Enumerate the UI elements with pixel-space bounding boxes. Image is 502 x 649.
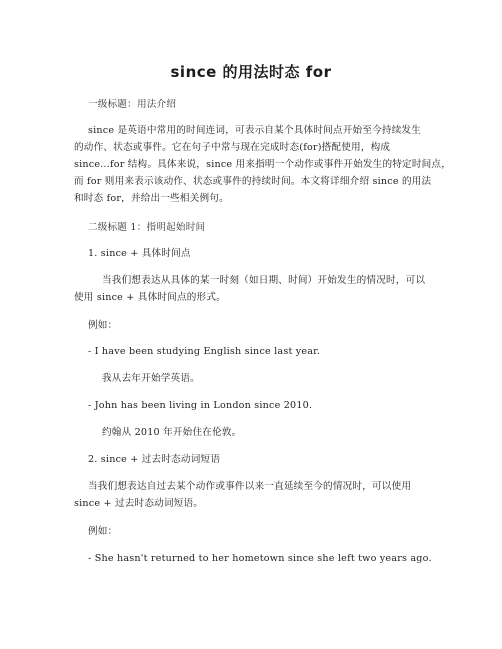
- description-line: 当我们想表达自过去某个动作或事件以来一直延续至今的情况时，可以使用: [88, 481, 412, 492]
- example-label: 例如：: [88, 320, 118, 331]
- intro-line: since 是英语中常用的时间连词，可表示自某个具体时间点开始至今持续发生: [88, 125, 422, 136]
- example-chinese: 约翰从 2010 年开始住在伦敦。: [102, 427, 242, 438]
- example-label: 例如：: [88, 526, 118, 537]
- example-english: - She hasn't returned to her hometown since she left two years ago.: [88, 553, 432, 564]
- heading-level-1: 一级标题：用法介绍: [88, 99, 177, 110]
- description-line: 使用 since + 具体时间点的形式。: [74, 292, 226, 303]
- item-2-heading: 2. since + 过去时态动词短语: [88, 454, 221, 465]
- intro-line: 和时态 for，并给出一些相关例句。: [74, 193, 229, 204]
- description-line: since + 过去时态动词短语。: [74, 498, 204, 509]
- intro-line: 的动作、状态或事件。它在句子中常与现在完成时态(for)搭配使用，构成: [74, 142, 391, 153]
- heading-level-2: 二级标题 1：指明起始时间: [88, 222, 206, 233]
- example-english: - I have been studying English since last year.: [88, 346, 321, 357]
- item-1-heading: 1. since + 具体时间点: [88, 248, 191, 259]
- intro-line: 而 for 则用来表示该动作、状态或事件的持续时间。本文将详细介绍 since 的用法: [74, 176, 432, 187]
- description-line: 当我们想表达从具体的某一时刻（如日期、时间）开始发生的情况时，可以: [102, 275, 426, 286]
- example-english: - John has been living in London since 2010.: [88, 400, 313, 411]
- intro-line: since...for 结构。具体来说，since 用来指明一个动作或事件开始发生的特定时间点，: [74, 159, 452, 170]
- document-title: since 的用法时态 for: [170, 63, 332, 81]
- example-chinese: 我从去年开始学英语。: [102, 373, 200, 384]
